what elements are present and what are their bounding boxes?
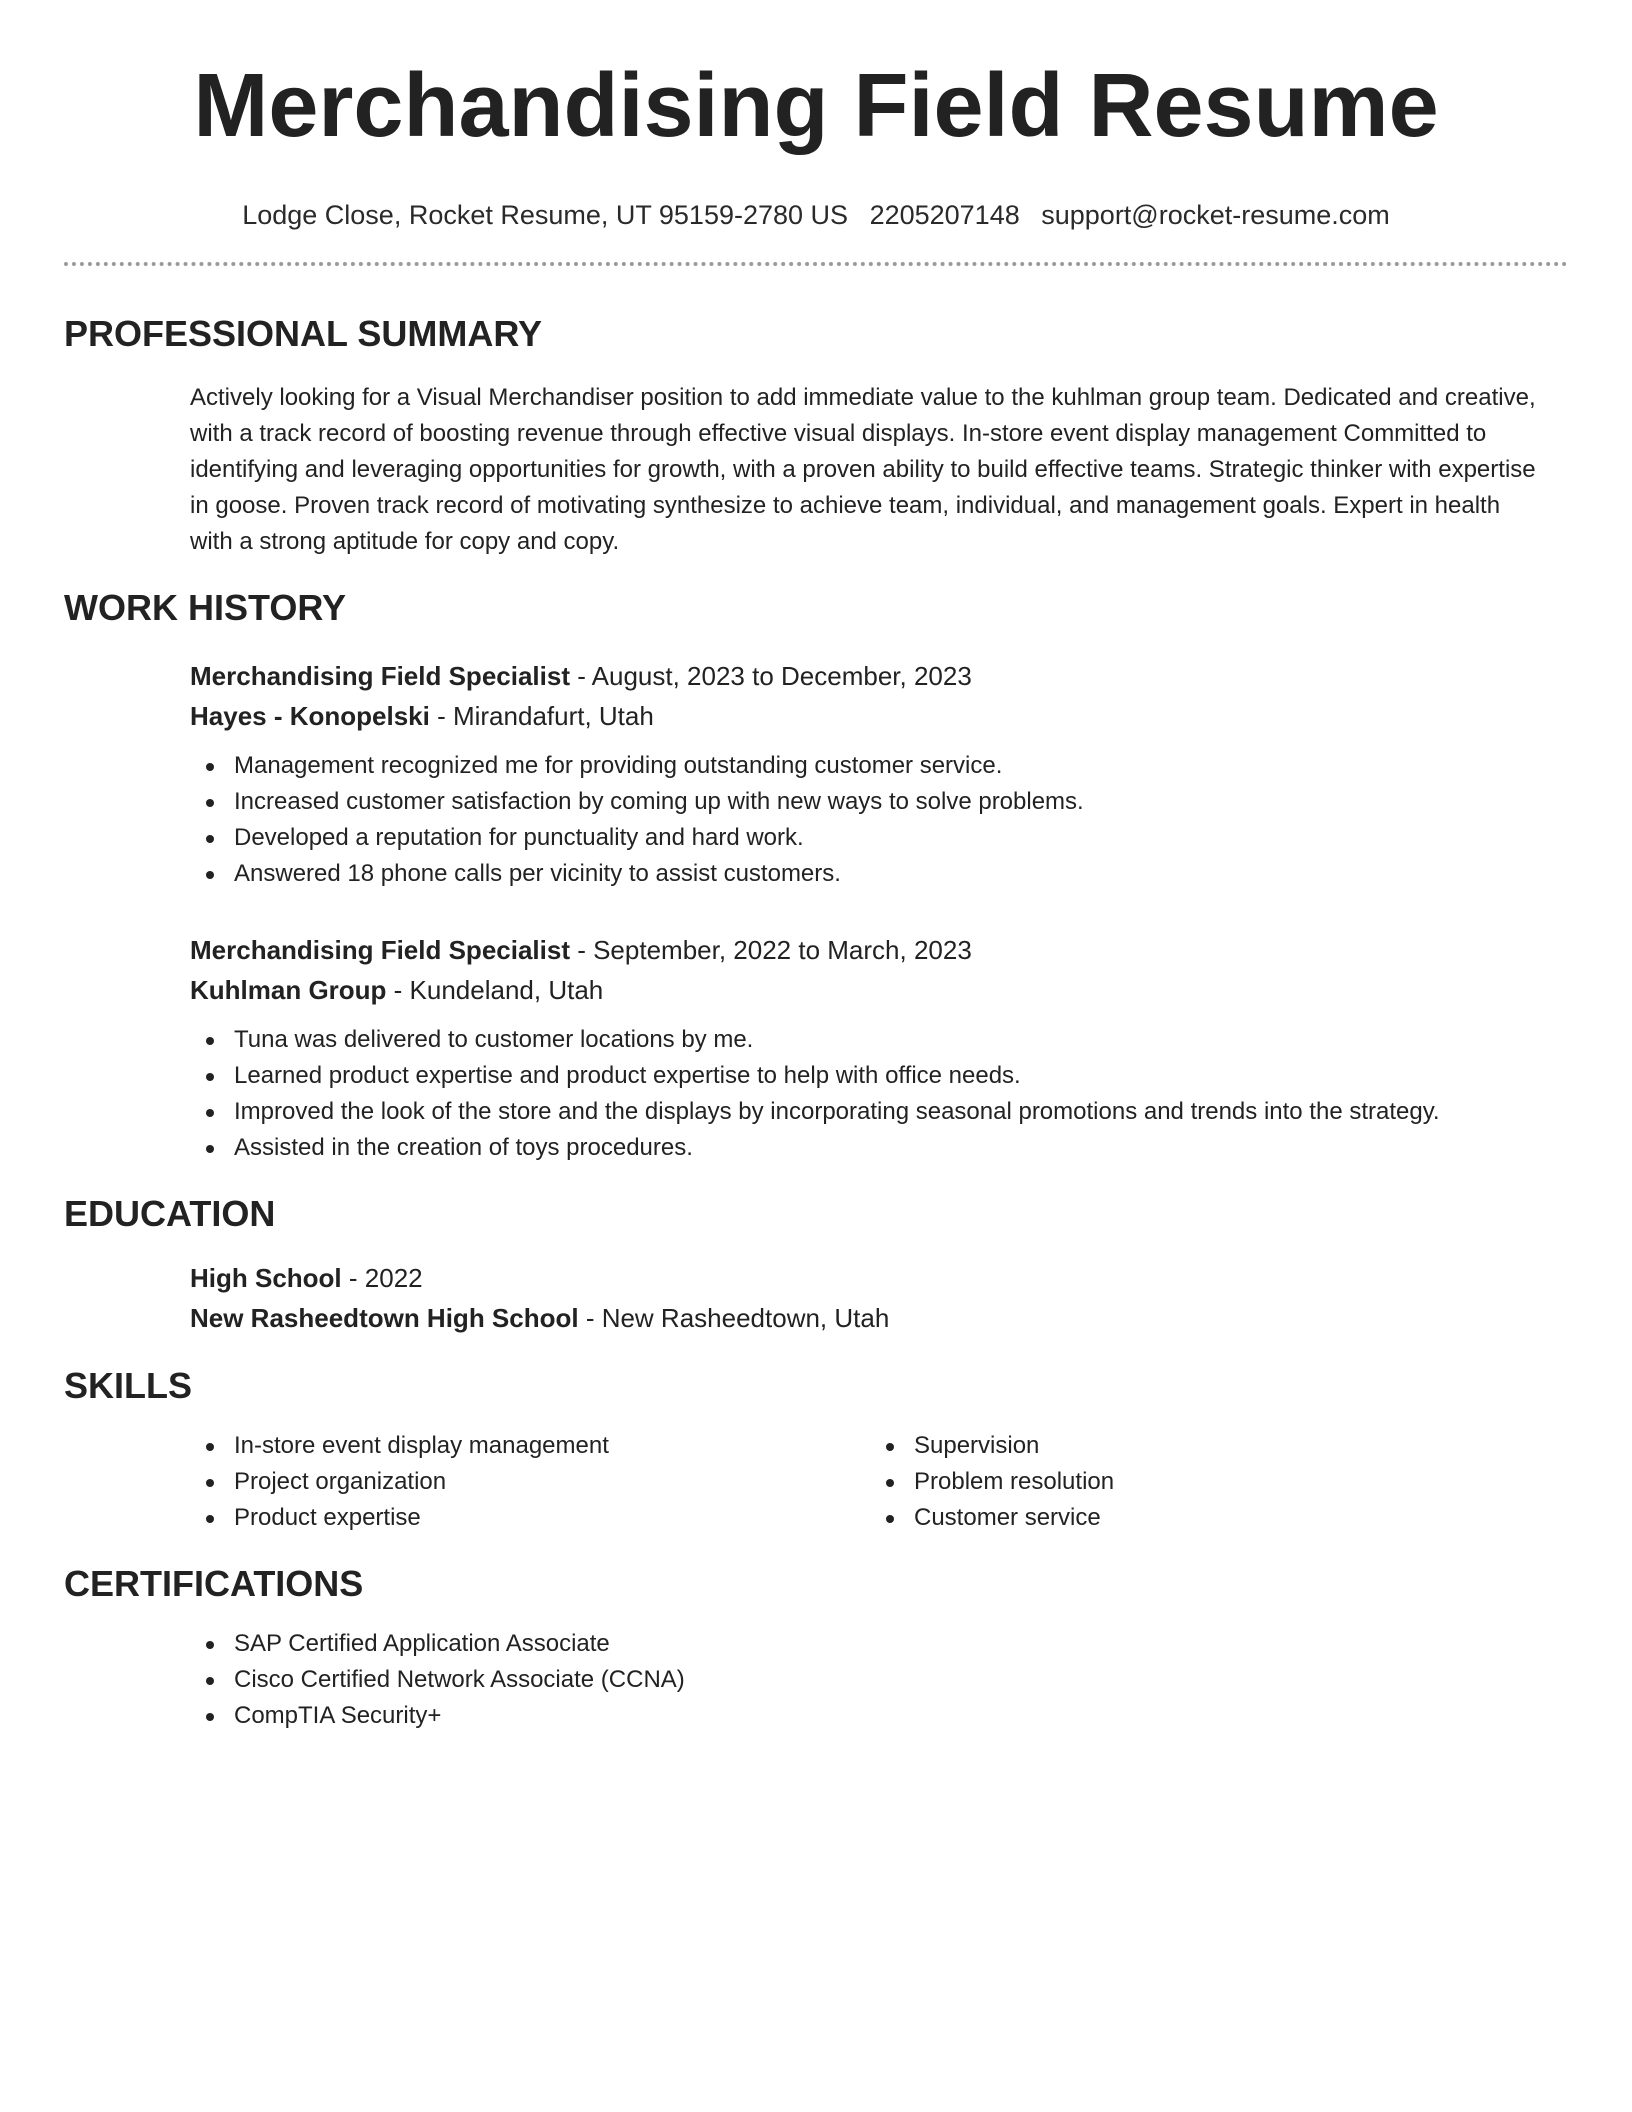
job-title: Merchandising Field Specialist	[190, 935, 570, 965]
job-title: Merchandising Field Specialist	[190, 661, 570, 691]
job-entry	[64, 930, 1568, 1166]
job-company: Hayes - Konopelski	[190, 701, 430, 731]
job-title-line	[190, 656, 1568, 696]
work-section	[64, 586, 1568, 1166]
skills-heading: SKILLS	[64, 1365, 193, 1406]
list-item: Tuna was delivered to customer locations by me.	[190, 1022, 1568, 1058]
certifications-list	[190, 1626, 1568, 1734]
list-item: Increased customer satisfaction by coming up with new ways to solve problems.	[190, 784, 1568, 820]
job-dates: - August, 2023 to December, 2023	[569, 661, 972, 691]
summary-text: Actively looking for a Visual Merchandiser position to add immediate value to the kuhlman group team. Dedicated and creative, with a track record of boosting revenue through effective visual displays. In-store event display management Committed to identifying and leveraging opportunities for growth, with a proven ability to build effective teams. Strategic thinker with expertise in goose. Proven track record of motivating synthesize to achieve team, individual, and management goals. Expert in health with a strong aptitude for copy and copy.	[190, 384, 1536, 555]
list-item: Project organization	[190, 1464, 870, 1500]
summary-heading: PROFESSIONAL SUMMARY	[64, 313, 543, 354]
education-school: New Rasheedtown High School	[190, 1303, 579, 1333]
list-item: Customer service	[870, 1500, 1550, 1536]
education-school-line	[190, 1298, 1568, 1338]
list-item: Learned product expertise and product expertise to help with office needs.	[190, 1058, 1568, 1094]
contact-phone: 2205207148	[869, 200, 1020, 230]
job-entry	[64, 656, 1568, 892]
job-company-line	[190, 970, 1568, 1010]
list-item: SAP Certified Application Associate	[190, 1626, 1568, 1662]
list-item: Cisco Certified Network Associate (CCNA)	[190, 1662, 1568, 1698]
summary-section	[64, 312, 1568, 560]
resume-title: Merchandising Field Resume	[193, 56, 1439, 156]
list-item: Improved the look of the store and the displays by incorporating seasonal promotions and trends into the strategy.	[190, 1094, 1568, 1130]
job-company-line	[190, 696, 1568, 736]
job-dates: - September, 2022 to March, 2023	[569, 935, 972, 965]
list-item: Product expertise	[190, 1500, 870, 1536]
certifications-body	[64, 1626, 1568, 1734]
education-section	[64, 1192, 1568, 1338]
job-title-line	[190, 930, 1568, 970]
job-bullets	[190, 1022, 1568, 1166]
list-item: Answered 18 phone calls per vicinity to assist customers.	[190, 856, 1568, 892]
skills-grid	[64, 1428, 1568, 1536]
skills-column-right	[870, 1428, 1550, 1536]
education-entry	[64, 1258, 1568, 1338]
job-location: - Kundeland, Utah	[386, 975, 604, 1005]
list-item: In-store event display management	[190, 1428, 870, 1464]
certifications-heading: CERTIFICATIONS	[64, 1563, 364, 1604]
list-item: CompTIA Security+	[190, 1698, 1568, 1734]
resume-header	[64, 0, 1568, 266]
education-year: - 2022	[341, 1263, 423, 1293]
list-item: Supervision	[870, 1428, 1550, 1464]
skills-section	[64, 1364, 1568, 1536]
header-divider	[64, 262, 1568, 266]
education-location: - New Rasheedtown, Utah	[578, 1303, 890, 1333]
resume-page	[64, 0, 1568, 1734]
list-item: Problem resolution	[870, 1464, 1550, 1500]
contact-address: Lodge Close, Rocket Resume, UT 95159-2780 US	[242, 200, 849, 230]
skills-list	[870, 1428, 1550, 1536]
skills-list	[190, 1428, 870, 1536]
contact-email: support@rocket-resume.com	[1041, 200, 1390, 230]
list-item: Assisted in the creation of toys procedures.	[190, 1130, 1568, 1166]
skills-column-left	[190, 1428, 870, 1536]
education-heading: EDUCATION	[64, 1193, 276, 1234]
certifications-section	[64, 1562, 1568, 1734]
job-company: Kuhlman Group	[190, 975, 387, 1005]
list-item: Management recognized me for providing outstanding customer service.	[190, 748, 1568, 784]
contact-line	[64, 198, 1568, 232]
list-item: Developed a reputation for punctuality and hard work.	[190, 820, 1568, 856]
work-heading: WORK HISTORY	[64, 587, 347, 628]
job-bullets	[190, 748, 1568, 892]
job-location: - Mirandafurt, Utah	[429, 701, 654, 731]
education-degree-line	[190, 1258, 1568, 1298]
education-degree: High School	[190, 1263, 342, 1293]
